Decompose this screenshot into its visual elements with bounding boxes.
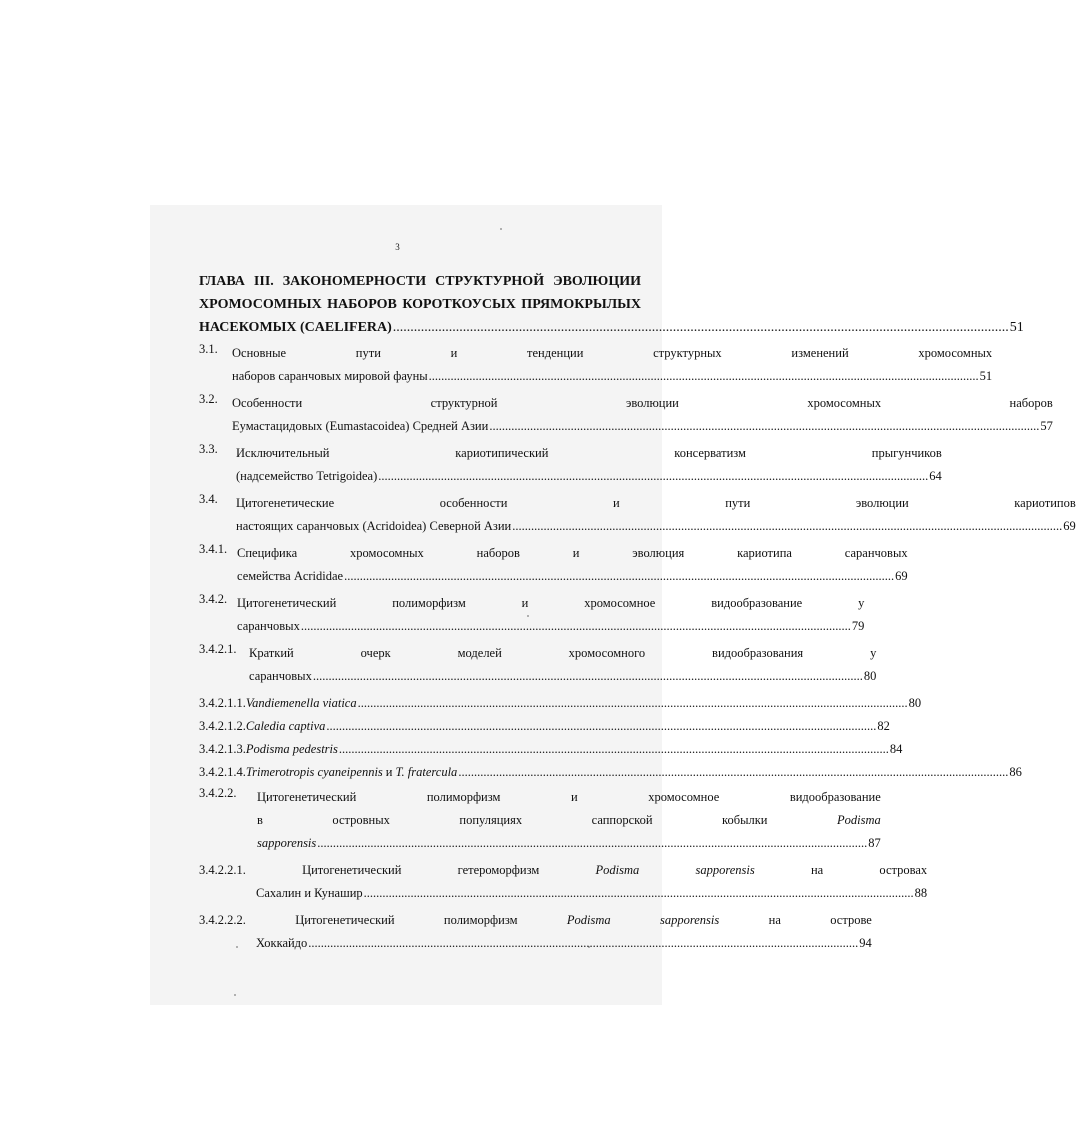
entry-number: 3.3.: [199, 442, 218, 456]
species-name: Caledia captiva: [245, 719, 326, 733]
entry-text-line-2-italic: Podisma: [837, 813, 881, 827]
entry-text-line-2: наборов саранчовых мировой фауны: [232, 369, 428, 383]
entry-text-line-2: Еумастацидовых (Eumastacoidea) Средней Азии: [232, 419, 489, 433]
entry-page: 79: [851, 619, 865, 633]
entry-page: 86: [1009, 765, 1022, 779]
entry-number: 3.4.1.: [199, 542, 228, 556]
entry-number: 3.4.2.1.1.: [199, 696, 246, 710]
entry-text-line-1: Цитогенетические особенности и пути эволюции кариотипов: [236, 496, 1076, 510]
entry-page: 80: [908, 696, 922, 710]
toc-entry-3-4-2-1-3: [199, 738, 903, 761]
entry-number: 3.4.2.2.2.: [199, 913, 246, 927]
chapter-title-line-2: ХРОМОСОМНЫХ НАБОРОВ КОРОТКОУСЫХ ПРЯМОКРЫЛЫХ: [199, 297, 641, 312]
toc-entry-3-4-2-1: [199, 642, 877, 688]
toc-entry-3-4-2-1-1: [199, 692, 922, 715]
toc-entry-3-4-2-1-4: [199, 761, 1022, 784]
entry-number: 3.1.: [199, 342, 218, 356]
entry-number: 3.4.2.1.3.: [199, 742, 246, 756]
entry-text-line-2: семейства Acrididae: [237, 569, 344, 583]
scan-speck: [234, 994, 236, 996]
toc-entry-3-4-2-2-2: [199, 909, 872, 955]
leader-dots: [344, 565, 894, 588]
species-conjunction: и: [385, 765, 393, 779]
entry-text-line-1: Специфика хромосомных наборов и эволюция кариотипа саранчовых: [237, 546, 908, 560]
entry-text-line-2: (надсемейство Tetrigoidea): [236, 469, 378, 483]
entry-page: 64: [929, 469, 942, 483]
entry-number: 3.2.: [199, 392, 218, 406]
entry-text-line-1: Исключительный кариотипический консерватизм прыгунчиков: [236, 446, 942, 460]
toc-entry-3-4-2: [199, 592, 865, 638]
entry-text-prefix: Цитогенетический гетероморфизм: [302, 863, 540, 877]
toc-entry-3-4-2-2-1: [199, 859, 928, 905]
entry-text-suffix: на острове: [768, 913, 872, 927]
entry-page: 57: [1040, 419, 1053, 433]
toc-entry-3-4-1: [199, 542, 908, 588]
entry-number: 3.4.2.: [199, 592, 228, 606]
entry-number: 3.4.2.2.: [199, 786, 237, 800]
species-name: Vandiemenella viatica: [245, 696, 357, 710]
leader-dots: [512, 515, 1062, 538]
entry-text-line-1: Краткий очерк моделей хромосомного видообразования у: [249, 646, 877, 660]
leader-dots: [489, 415, 1039, 438]
table-of-contents: [199, 270, 1076, 959]
entry-text-line-1: Основные пути и тенденции структурных изменений хромосомных: [232, 346, 993, 360]
entry-text-line-3-italic: sapporensis: [257, 836, 317, 850]
toc-entry-3-4-2-2: [199, 786, 881, 855]
leader-dots: [393, 316, 1009, 339]
entry-page: 84: [889, 742, 903, 756]
chapter-heading: [199, 270, 1024, 339]
entry-text-italic: Podisma sapporensis: [566, 913, 720, 927]
leader-dots: [364, 882, 914, 905]
entry-text-line-2: Хоккайдо: [256, 936, 308, 950]
entry-page: 51: [979, 369, 993, 383]
entry-text-prefix: Цитогенетический полиморфизм: [295, 913, 518, 927]
page-number: 3: [395, 242, 400, 252]
species-name: Podisma pedestris: [245, 742, 338, 756]
entry-number: 3.4.: [199, 492, 218, 506]
entry-text-line-2: настоящих саранчовых (Acridoidea) Северной Азии: [236, 519, 512, 533]
toc-entry-3-3: [199, 442, 942, 488]
entry-text-italic: Podisma sapporensis: [595, 863, 755, 877]
entry-number: 3.4.2.1.2.: [199, 719, 246, 733]
entry-page: 82: [877, 719, 890, 733]
leader-dots: [317, 832, 867, 855]
entry-number: 3.4.2.1.4.: [199, 765, 246, 779]
leader-dots: [308, 932, 858, 955]
leader-dots: [429, 365, 979, 388]
entry-text-line-2: саранчовых: [237, 619, 300, 633]
toc-entry-3-2: [199, 392, 1053, 438]
chapter-page: 51: [1009, 320, 1024, 335]
entry-number: 3.4.2.1.: [199, 642, 237, 656]
species-name-b: T. fratercula: [395, 765, 458, 779]
scan-speck: [500, 228, 502, 230]
leader-dots: [301, 615, 851, 638]
leader-dots: [339, 738, 889, 761]
entry-number: 3.4.2.2.1.: [199, 863, 246, 877]
species-name-a: Trimerotropis cyaneipennis: [245, 765, 383, 779]
leader-dots: [313, 665, 863, 688]
entry-text-line-1: [199, 909, 872, 932]
entry-text-line-1: Цитогенетический полиморфизм и хромосомное видообразование: [257, 790, 881, 804]
leader-dots: [326, 715, 876, 738]
leader-dots: [358, 692, 908, 715]
chapter-title-line-1: ГЛАВА III. ЗАКОНОМЕРНОСТИ СТРУКТУРНОЙ ЭВОЛЮЦИИ: [199, 274, 641, 289]
toc-entry-3-4: [199, 492, 1076, 538]
chapter-title-line-3: [199, 316, 1024, 339]
entry-text-line-2: саранчовых: [249, 669, 312, 683]
entry-page: 94: [859, 936, 872, 950]
entry-page: 88: [914, 886, 928, 900]
entry-text-line-2: Сахалин и Кунашир: [256, 886, 363, 900]
entry-text-suffix: на островах: [810, 863, 928, 877]
entry-page: 69: [1063, 519, 1076, 533]
entry-text-line-2: [257, 809, 881, 832]
leader-dots: [378, 465, 928, 488]
entry-page: 80: [863, 669, 877, 683]
entry-page: 87: [868, 836, 881, 850]
leader-dots: [458, 761, 1008, 784]
entry-text-line-1: Особенности структурной эволюции хромосомных наборов: [232, 396, 1053, 410]
chapter-title-text: НАСЕКОМЫХ (CAELIFERA): [199, 320, 392, 335]
entry-text-line-2-plain: в островных популяциях саппорской кобылки: [257, 813, 768, 827]
toc-entry-3-4-2-1-2: [199, 715, 890, 738]
entry-text-line-1: Цитогенетический полиморфизм и хромосомное видообразование у: [237, 596, 865, 610]
entry-page: 69: [895, 569, 908, 583]
entry-text-line-1: [199, 859, 927, 882]
toc-entry-3-1: [199, 342, 993, 388]
